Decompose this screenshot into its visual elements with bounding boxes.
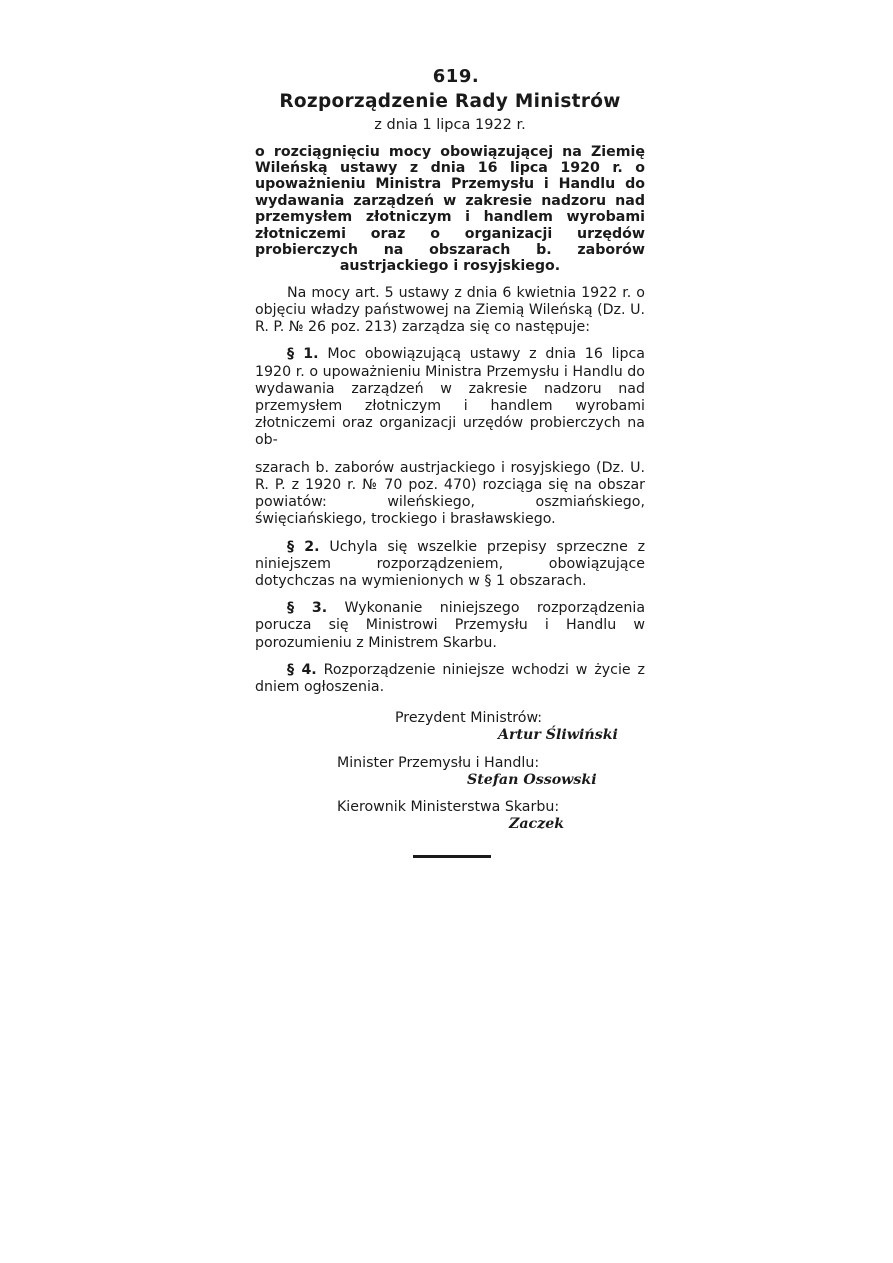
signature-role: Kierownik Ministerstwa Skarbu:: [337, 798, 560, 815]
signature-block: [255, 710, 645, 744]
closing-rule: [413, 855, 491, 858]
signature-name: Zaczek: [509, 816, 565, 833]
section-label: § 2.: [287, 538, 320, 555]
section-1: [255, 346, 645, 449]
document-number: 619.: [432, 66, 480, 87]
document-date: z dnia 1 lipca 1922 r.: [374, 117, 526, 134]
signature-block: [255, 799, 645, 833]
section-2: [255, 539, 645, 591]
section-text: Wykonanie niniejszego rozporządzenia porucza się Ministrowi Przemysłu i Handlu w porozumieniu z Ministrem Skarbu.: [255, 600, 646, 651]
section-4: [255, 662, 645, 696]
document-title: Rozporządzenie Rady Ministrów: [279, 91, 621, 113]
signature-block: [255, 755, 645, 789]
signature-role: Minister Przemysłu i Handlu:: [337, 754, 540, 771]
signature-name: Stefan Ossowski: [467, 771, 597, 788]
document-page: [255, 68, 645, 833]
section-text: Rozporządzenie niniejsze wchodzi w życie z dniem ogłoszenia.: [255, 661, 645, 695]
section-label: § 3.: [287, 600, 328, 617]
preamble: Na mocy art. 5 ustawy z dnia 6 kwietnia 1922 r. o objęciu władzy państwowej na Ziemią Wileńską (Dz. U. R. P. № 26 poz. 213) zarządza się co następuje:: [255, 284, 645, 336]
section-text: Moc obowiązującą ustawy z dnia 16 lipca 1920 r. o upoważnieniu Ministra Przemysłu i Handlu do wydawania zarządzeń w zakresie nadzoru nad przemysłem złotniczym i handlem wyrobami złotniczemi oraz organizacji urzędów probierczych na ob-: [255, 346, 646, 449]
section-text: Uchyla się wszelkie przepisy sprzeczne z niniejszem rozporządzeniem, obowiązujące dotychczas na wymienionych w § 1 obszarach.: [255, 538, 646, 589]
section-label: § 4.: [287, 661, 317, 678]
signatures: [255, 710, 645, 833]
signature-name: Artur Śliwiński: [498, 727, 618, 744]
signature-role: Prezydent Ministrów:: [395, 710, 543, 727]
section-label: § 1.: [287, 346, 319, 363]
section-3: [255, 600, 645, 652]
section-1-continuation: szarach b. zaborów austrjackiego i rosyjskiego (Dz. U. R. P. z 1920 r. № 70 poz. 470) rozciąga się na obszar powiatów: wileńskiego, oszmiańskiego, święciańskiego, trockiego i brasławskiego.: [255, 459, 645, 528]
document-subject: o rozciągnięciu mocy obowiązującej na Ziemię Wileńską ustawy z dnia 16 lipca 1920 r. o upoważnieniu Ministra Przemysłu i Handlu do wydawania zarządzeń w zakresie nadzoru nad przemysłem złotniczym i handlem wyrobami złotniczemi oraz o organizacji urzędów probierczych na obszarach b. zaborów austrjackiego i rosyjskiego.: [255, 143, 645, 275]
